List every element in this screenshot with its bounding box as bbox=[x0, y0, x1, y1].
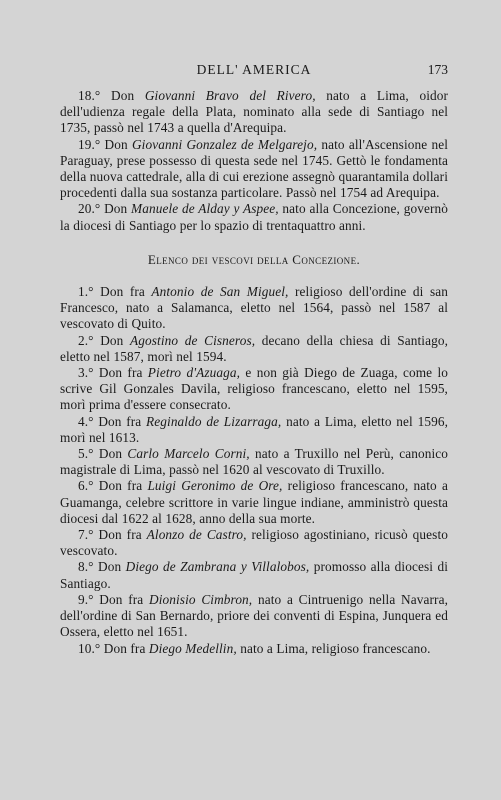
text-block bbox=[60, 62, 448, 657]
entry-10: 10.° Don fra Diego Medellin, nato a Lima, religioso francescano. bbox=[78, 640, 431, 656]
page-number: 173 bbox=[427, 62, 448, 77]
entry-3: 3.° Don fra Pietro d'Azuaga, e non già Diego de Zuaga, come lo scrive Gil Gonzales Davila, religioso francescano, eletto nel 1595, morì prima d'essere consecrato. bbox=[60, 365, 448, 413]
entry-18: 18.° Don Giovanni Bravo del Rivero, nato a Lima, oidor dell'udienza regale della Plata, nominato alla sede di Santiago nel 1735, passò nel 1743 a quella d'Arequipa. bbox=[60, 88, 449, 136]
bishop-name: Manuele de Alday y Aspee, bbox=[131, 201, 279, 217]
bishop-name: Giovanni Bravo del Rivero, bbox=[144, 88, 316, 103]
entry-5: 5.° Don Carlo Marcelo Corni, nato a Truxillo nel Perù, canonico magistrale di Lima, passò nel 1620 al vescovato di Truxillo. bbox=[60, 446, 449, 478]
bishop-name: Antonio de San Miguel, bbox=[151, 284, 289, 300]
bishop-name: Dionisio Cimbron, bbox=[149, 591, 253, 607]
entry-20: 20.° Don Manuele de Alday y Aspee, nato alla Concezione, governò la diocesi di Santiago per lo spazio di trentaquattro anni. bbox=[60, 201, 448, 233]
entry-9: 9.° Don fra Dionisio Cimbron, nato a Cintruenigo nella Navarra, dell'ordine di San Bernardo, priore dei conventi di Espina, Junquera ed Ossera, eletto nel 1651. bbox=[60, 591, 448, 640]
bishop-name: Agostino de Cisneros, bbox=[130, 332, 256, 348]
bishop-name: Reginaldo de Lizarraga, bbox=[146, 413, 282, 429]
bishop-name: Luigi Geronimo de Ore, bbox=[147, 478, 283, 494]
entry-2: 2.° Don Agostino de Cisneros, decano della chiesa di Santiago, eletto nel 1587, morì nel 1594. bbox=[60, 332, 448, 364]
bishop-name: Diego Medellin, bbox=[148, 640, 237, 656]
bishop-name: Pietro d'Azuaga, bbox=[147, 365, 241, 381]
entry-1: 1.° Don fra Antonio de San Miguel, religioso dell'ordine di san Francesco, nato a Salamanca, eletto nel 1564, passò nel 1587 al vescovato di Quito. bbox=[60, 284, 448, 332]
running-title: DELL' AMERICA bbox=[196, 62, 312, 77]
entry-19: 19.° Don Giovanni Gonzalez de Melgarejo, nato all'Ascensione nel Paraguay, prese possesso di questa sede nel 1745. Gettò le fondamenta della nuova cattedrale, alla di cui erezione assegnò quarantamila dollari procedenti dalla sua sostanza particolare. Passò nel 1754 ad Arequipa. bbox=[60, 136, 449, 201]
bishop-name: Carlo Marcelo Corni, bbox=[127, 446, 250, 462]
entry-4: 4.° Don fra Reginaldo de Lizarraga, nato a Lima, eletto nel 1596, morì nel 1613. bbox=[60, 413, 448, 445]
section-heading: Elenco dei vescovi della Concezione. bbox=[147, 251, 361, 267]
entry-6: 6.° Don fra Luigi Geronimo de Ore, religioso francescano, nato a Guamanga, celebre scrittore in varie lingue indiane, amministrò questa diocesi dal 1622 al 1628, anno della sua morte. bbox=[60, 478, 448, 526]
bishop-name: Alonzo de Castro, bbox=[146, 527, 247, 543]
entry-7: 7.° Don fra Alonzo de Castro, religioso agostiniano, ricusò questo vescovato. bbox=[60, 527, 448, 559]
running-head bbox=[60, 62, 448, 88]
bishop-name: Giovanni Gonzalez de Melgarejo, bbox=[131, 136, 318, 152]
bishop-name: Diego de Zambrana y Villalobos, bbox=[125, 559, 310, 575]
entry-8: 8.° Don Diego de Zambrana y Villalobos, promosso alla diocesi di Santiago. bbox=[60, 559, 449, 591]
